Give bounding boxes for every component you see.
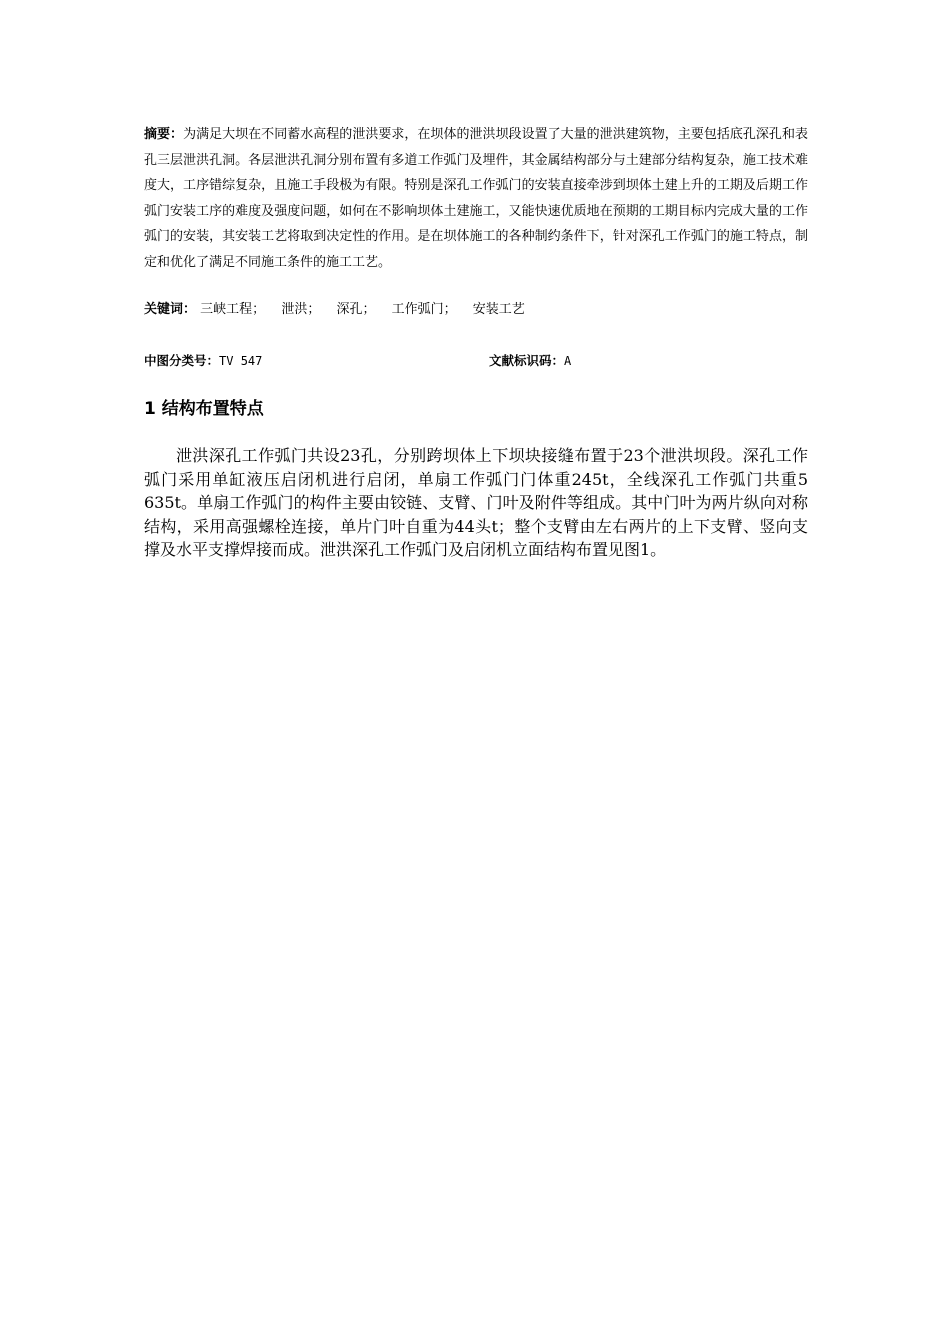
section-heading: 1 结构布置特点: [144, 399, 264, 419]
doc-code-label: 文献标识码：: [489, 353, 565, 368]
abstract-text: 为满足大坝在不同蓄水高程的泄洪要求，在坝体的泄洪坝段设置了大量的泄洪建筑物，主要包括底孔深孔和表孔三层泄洪孔洞。各层泄洪孔洞分别布置有多道工作弧门及埋件，其金属结构部分与土建部分结构复杂，施工技术难度大，工序错综复杂，且施工手段极为有限。特别是深孔工作弧门的安装直接牵涉到坝体土建上升的工期及后期工作弧门安装工序的难度及强度问题，如何在不影响坝体土建施工，又能快速优质地在预期的工期目标内完成大量的工作弧门的安装，其安装工艺将取到决定性的作用。是在坝体施工的各种制约条件下，针对深孔工作弧门的施工特点，制定和优化了满足不同施工条件的施工工艺。: [144, 127, 808, 270]
keyword-item: 工作弧门；: [391, 302, 457, 317]
clc-value: TV 547: [219, 354, 263, 368]
clc-number: [144, 353, 262, 368]
abstract-label: 摘要：: [144, 127, 184, 142]
keyword-item: 三峡工程；: [200, 302, 266, 317]
keywords-line: [144, 300, 537, 320]
keywords-label: 关键词：: [144, 302, 197, 317]
classification-line: [144, 351, 808, 371]
keyword-item: 泄洪；: [281, 302, 321, 317]
section-paragraph: 泄洪深孔工作弧门共设23孔，分别跨坝体上下坝块接缝布置于23个泄洪坝段。深孔工作弧门采用单缸液压启闭机进行启闭，单扇工作弧门门体重245t，全线深孔工作弧门共重5 635t。单扇工作弧门的构件主要由铰链、支臂、门叶及附件等组成。其中门叶为两片纵向对称结构，采用高强螺栓连接，单片门叶自重为44头t；整个支臂由左右两片的上下支臂、竖向支撑及水平支撑焊接而成。泄洪深孔工作弧门及启闭机立面结构布置见图1。: [144, 446, 808, 559]
document-page: [144, 122, 808, 559]
keyword-item: 安装工艺: [472, 302, 525, 317]
abstract-paragraph: [144, 122, 808, 275]
clc-label: 中图分类号：: [144, 353, 220, 368]
keyword-item: 深孔；: [336, 302, 376, 317]
doc-code-value: A: [564, 354, 572, 368]
document-code: [489, 351, 571, 371]
